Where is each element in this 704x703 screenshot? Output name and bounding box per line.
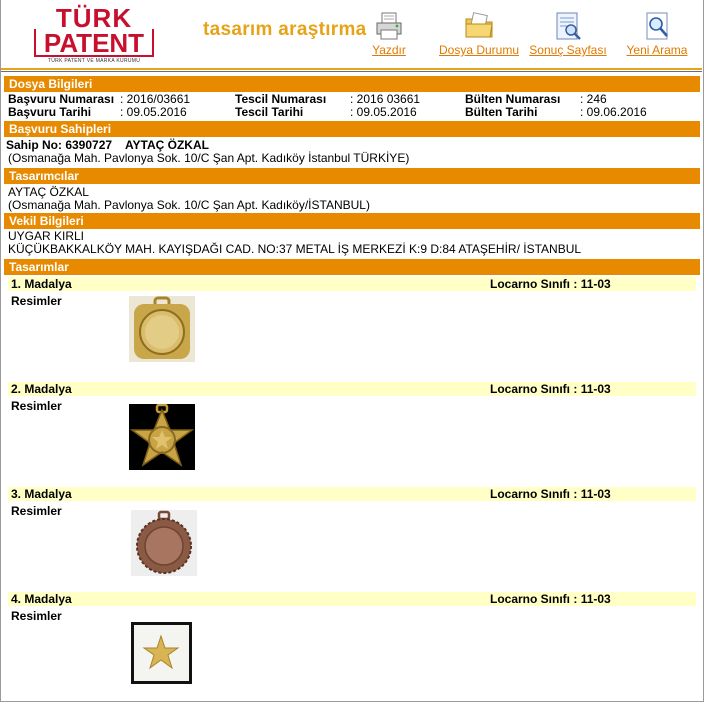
nav-new-search-link[interactable]: Yeni Arama xyxy=(626,43,688,57)
designer-address: (Osmanağa Mah. Pavlonya Sok. 10/C Şan Apt. Kadıköy/İSTANBUL) xyxy=(8,198,370,212)
folder-icon[interactable] xyxy=(463,10,495,42)
application-date-value: : 09.05.2016 xyxy=(120,105,187,119)
section-designers: Tasarımcılar xyxy=(4,168,700,184)
design-header xyxy=(8,382,696,396)
gold-star-medal-image[interactable] xyxy=(129,404,195,470)
header-divider-dark xyxy=(1,71,702,72)
designer-name: AYTAÇ ÖZKAL xyxy=(8,185,89,199)
application-number-value: : 2016/03661 xyxy=(120,92,191,106)
site-title: tasarım araştırma xyxy=(203,19,367,40)
section-file-info: Dosya Bilgileri xyxy=(4,76,700,92)
locarno-value: 11-03 xyxy=(580,277,611,291)
registration-number-value: : 2016 03661 xyxy=(350,92,421,106)
design-title: 4. Madalya xyxy=(11,592,72,606)
locarno-label: Locarno Sınıfı : xyxy=(490,592,578,606)
application-number-label: Başvuru Numarası xyxy=(8,92,115,106)
registration-date-label: Tescil Tarihi xyxy=(235,105,304,119)
locarno-class xyxy=(490,382,611,396)
bulletin-number-value: : 246 xyxy=(580,92,607,106)
images-label: Resimler xyxy=(11,294,62,308)
locarno-class xyxy=(490,487,611,501)
bulletin-date-label: Bülten Tarihi xyxy=(465,105,538,119)
nav-print[interactable] xyxy=(366,10,412,57)
nav-results-page[interactable] xyxy=(528,10,608,57)
section-designs: Tasarımlar xyxy=(4,259,700,275)
header xyxy=(0,0,704,72)
design-title: 3. Madalya xyxy=(11,487,72,501)
locarno-class xyxy=(490,592,611,606)
locarno-label: Locarno Sınıfı : xyxy=(490,277,578,291)
applicant-address: (Osmanağa Mah. Pavlonya Sok. 10/C Şan Apt. Kadıköy İstanbul TÜRKİYE) xyxy=(8,151,410,165)
locarno-value: 11-03 xyxy=(580,382,611,396)
nav-file-status[interactable] xyxy=(438,10,520,57)
logo-bottom-text: PATENT xyxy=(43,28,145,58)
locarno-value: 11-03 xyxy=(580,487,611,501)
design-title: 1. Madalya xyxy=(11,277,72,291)
attorney-address: KÜÇÜKBAKKALKÖY MAH. KAYIŞDAĞI CAD. NO:37 METAL İŞ MERKEZİ K:9 D:84 ATAŞEHİR/ İSTANBUL xyxy=(8,242,582,256)
bulletin-number-label: Bülten Numarası xyxy=(465,92,561,106)
registration-date-value: : 09.05.2016 xyxy=(350,105,417,119)
applicant-number: Sahip No: 6390727 AYTAÇ ÖZKAL xyxy=(6,138,209,152)
logo-subtitle: TÜRK PATENT VE MARKA KURUMU xyxy=(47,58,141,64)
registration-number-label: Tescil Numarası xyxy=(235,92,327,106)
design-header xyxy=(8,277,696,291)
nav-print-link[interactable]: Yazdır xyxy=(372,43,406,57)
attorney-name: UYGAR KIRLI xyxy=(8,229,85,243)
bulletin-date-value: : 09.06.2016 xyxy=(580,105,647,119)
gold-round-medal-image[interactable] xyxy=(129,296,195,362)
header-divider xyxy=(1,68,702,70)
images-label: Resimler xyxy=(11,399,62,413)
design-header xyxy=(8,592,696,606)
locarno-value: 11-03 xyxy=(580,592,611,606)
images-label: Resimler xyxy=(11,504,62,518)
design-title: 2. Madalya xyxy=(11,382,72,396)
logo-top-text: TÜRK xyxy=(55,3,133,33)
application-date-label: Başvuru Tarihi xyxy=(8,105,92,119)
design-header xyxy=(8,487,696,501)
nav-new-search[interactable] xyxy=(622,10,692,57)
locarno-label: Locarno Sınıfı : xyxy=(490,487,578,501)
images-label: Resimler xyxy=(11,609,62,623)
results-page-icon[interactable] xyxy=(552,10,584,42)
locarno-class xyxy=(490,277,611,291)
nav-results-page-link[interactable]: Sonuç Sayfası xyxy=(529,43,607,57)
section-applicants: Başvuru Sahipleri xyxy=(4,121,700,137)
bronze-round-medal-image[interactable] xyxy=(131,510,197,576)
printer-icon[interactable] xyxy=(373,10,405,42)
gold-star-insert-image[interactable] xyxy=(131,622,192,684)
new-search-icon[interactable] xyxy=(641,10,673,42)
locarno-label: Locarno Sınıfı : xyxy=(490,382,578,396)
nav-file-status-link[interactable]: Dosya Durumu xyxy=(438,43,520,57)
section-attorney: Vekil Bilgileri xyxy=(4,213,700,229)
turkpatent-logo[interactable] xyxy=(34,5,154,65)
